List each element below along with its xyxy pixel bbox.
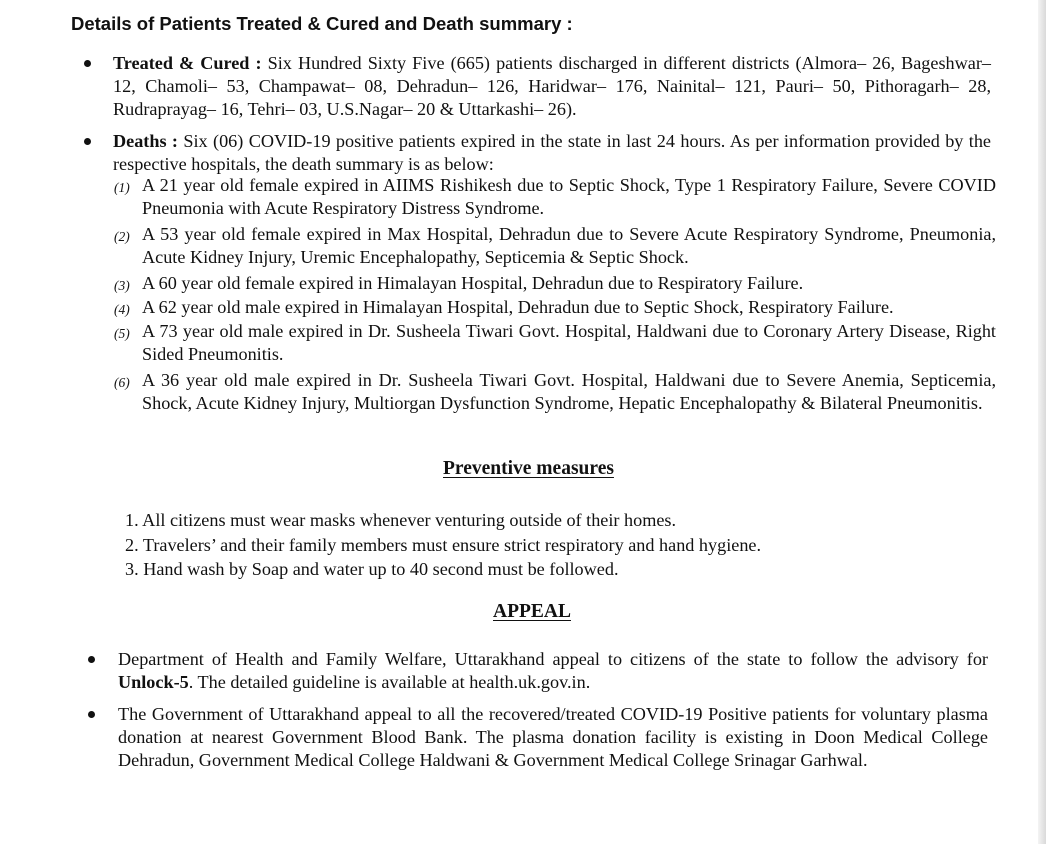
appeal-title: APPEAL	[493, 601, 571, 622]
death-item-number: (4)	[114, 302, 130, 317]
treated-label: Treated & Cured :	[113, 53, 262, 73]
death-item: A 73 year old male expired in Dr. Susheela Tiwari Govt. Hospital, Haldwani due to Coronary Artery Disease, Right Sided Pneumonitis.	[142, 321, 996, 365]
appeal-paragraph-2: The Government of Uttarakhand appeal to all the recovered/treated COVID-19 Positive patients for voluntary plasma donation at nearest Government Blood Bank. The plasma donation facility is existing in Doon Medical College Dehradun, Government Medical College Haldwani & Government Medical College Srinagar Garhwal.	[118, 704, 988, 771]
death-item: A 60 year old female expired in Himalayan Hospital, Dehradun due to Respiratory Failure.	[142, 273, 804, 293]
preventive-title: Preventive measures	[443, 458, 614, 479]
bullet-icon	[88, 711, 95, 718]
death-item: A 36 year old male expired in Dr. Susheela Tiwari Govt. Hospital, Haldwani due to Severe Anemia, Septicemia, Shock, Acute Kidney Injury, Multiorgan Dysfunction Syndrome, Hepatic Encephalopathy & Bilateral Pneumonitis.	[142, 370, 996, 414]
deaths-text: Six (06) COVID-19 positive patients expired in the state in last 24 hours. As per information provided by the respective hospitals, the death summary is as below:	[113, 131, 992, 175]
section-heading: Details of Patients Treated & Cured and Death summary :	[71, 13, 573, 34]
list-item: 2. Travelers’ and their family members must ensure strict respiratory and hand hygiene.	[125, 534, 762, 555]
death-item-number: (2)	[114, 229, 130, 244]
preventive-list	[125, 508, 761, 582]
death-item-number: (3)	[114, 278, 130, 293]
bullet-icon	[84, 138, 91, 145]
treated-text: Six Hundred Sixty Five (665) patients discharged in different districts (Almora– 26, Bageshwar– 12, Chamoli– 53, Champawat– 08, Dehradun– 126, Haridwar– 176, Nainital– 121, Pauri– 50, Pithoragarh– 28, Rudraprayag– 16, Tehri– 03, U.S.Nagar– 20 & Uttarkashi– 26).	[113, 53, 991, 120]
unlock-label: Unlock-5	[118, 672, 189, 693]
appeal-text: . The detailed guideline is available at health.uk.gov.in.	[188, 672, 591, 693]
death-item: A 53 year old female expired in Max Hospital, Dehradun due to Severe Acute Respiratory Syndrome, Pneumonia, Acute Kidney Injury, Uremic Encephalopathy, Septicemia & Septic Shock.	[142, 224, 996, 268]
bullet-icon	[84, 60, 91, 67]
bullet-icon	[88, 656, 95, 663]
death-item: A 62 year old male expired in Himalayan Hospital, Dehradun due to Septic Shock, Respiratory Failure.	[142, 297, 894, 317]
appeal-text: Department of Health and Family Welfare, Uttarakhand appeal to citizens of the state to follow the advisory for	[118, 649, 988, 669]
list-item: 1. All citizens must wear masks whenever venturing outside of their homes.	[125, 510, 677, 530]
list-item: 3. Hand wash by Soap and water up to 40 second must be followed.	[125, 559, 619, 579]
page-edge-shadow	[1038, 0, 1046, 844]
treated-paragraph	[113, 52, 991, 122]
death-item-number: (5)	[114, 326, 130, 341]
deaths-paragraph	[113, 130, 991, 176]
death-item-number: (1)	[114, 180, 130, 195]
deaths-label: Deaths :	[113, 131, 178, 151]
death-item-number: (6)	[114, 375, 130, 390]
death-item: A 21 year old female expired in AIIMS Rishikesh due to Septic Shock, Type 1 Respiratory Failure, Severe COVID Pneumonia with Acute Respiratory Distress Syndrome.	[142, 175, 996, 219]
appeal-paragraph-1	[118, 648, 988, 694]
